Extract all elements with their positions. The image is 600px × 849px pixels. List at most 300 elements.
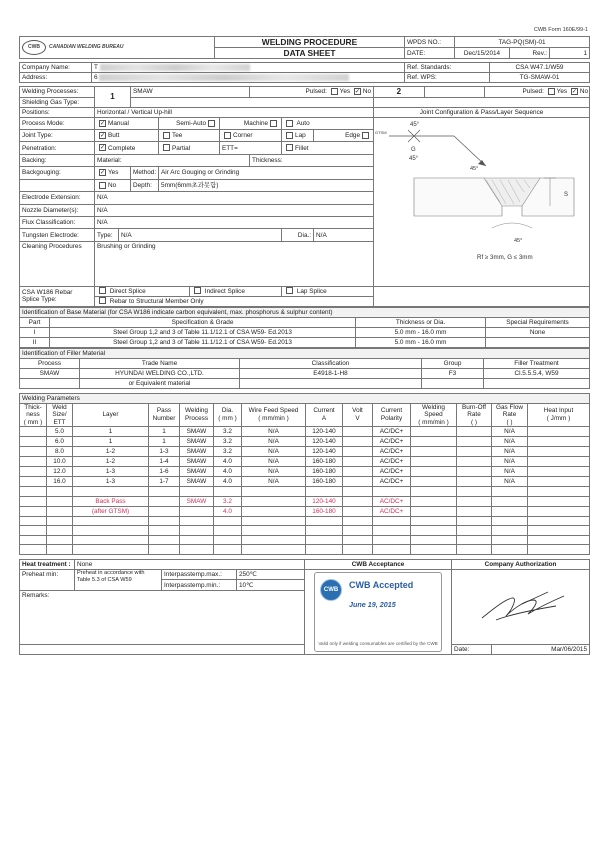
burnoff-cell [457, 516, 492, 526]
gasflow-cell: N/A [492, 427, 528, 437]
current-cell: 120-140 [306, 437, 343, 447]
heat-input-cell [528, 477, 590, 487]
class-cell [240, 378, 422, 388]
hdr-current-2: A [321, 414, 327, 422]
pass-cell [149, 506, 180, 516]
cwb-accepted-stamp [314, 572, 442, 652]
hdr-dia-2: ( mm ) [218, 414, 237, 422]
polarity-cell [373, 516, 411, 526]
gasflow-cell: N/A [492, 467, 528, 477]
mode-semiauto-checkbox[interactable] [208, 120, 215, 127]
mode-machine-checkbox[interactable] [270, 120, 277, 127]
address-value: 6 [94, 74, 98, 81]
layer-cell: 1-3 [73, 477, 149, 487]
hdr-wspeed-2: Speed [424, 411, 443, 419]
process-cell: SMAW [180, 437, 214, 447]
layer-cell: 1-3 [73, 467, 149, 477]
penetration-partial-checkbox[interactable] [163, 144, 170, 151]
flux-classification-value: N/A [95, 216, 374, 228]
welding-processes-label: Welding Processes: [20, 87, 95, 98]
burnoff-cell [457, 457, 492, 467]
process-1-name: SMAW [131, 87, 250, 98]
dia-cell [214, 545, 242, 555]
ref-wps-value: TG-SMAW-01 [490, 73, 590, 83]
base-material-table [19, 307, 590, 348]
backing-material-label: Material: [95, 154, 250, 166]
thickness-cell: 5.0 mm - 16.0 mm [356, 327, 486, 337]
company-name-label: Company Name: [20, 63, 92, 73]
wire-feed-cell [242, 545, 306, 555]
thickness-cell [20, 457, 47, 467]
weld-angle-bottom: 45° [409, 155, 419, 162]
process-mode-label: Process Mode: [20, 117, 95, 129]
joint-lap-checkbox[interactable] [286, 132, 293, 139]
wpds-value: TAG-PQ(SM)-01 [455, 37, 590, 48]
current-cell [306, 487, 343, 497]
volt-cell [343, 506, 373, 516]
thickness-cell [20, 535, 47, 545]
pulsed2-no-label: No [579, 88, 589, 96]
layer-cell [73, 545, 149, 555]
stamp-note: Valid only if welding consumables are certified by the CWB [318, 641, 438, 647]
part-cell: II [20, 337, 50, 347]
pass-cell [149, 535, 180, 545]
penetration-label: Penetration: [20, 142, 95, 154]
process-cell: SMAW [180, 467, 214, 477]
table-row [20, 467, 590, 477]
electrode-extension-value: N/A [95, 192, 374, 204]
current-cell: 120-140 [306, 447, 343, 457]
lap-splice-checkbox[interactable] [286, 287, 293, 294]
weld-size-cell [47, 516, 73, 526]
thickness-cell [20, 477, 47, 487]
process-2-number: 2 [374, 87, 424, 97]
layer-cell: 1-2 [73, 457, 149, 467]
preheat-value: Preheat in accordance with Table 5.3 of CSA W59 [75, 570, 162, 591]
process-cell: SMAW [180, 447, 214, 457]
hdr-heat-1: Heat Input [543, 407, 574, 415]
thickness-cell [20, 447, 47, 457]
process-cell [180, 535, 214, 545]
table-row [20, 457, 590, 467]
col-trade-name: Trade Name [80, 358, 240, 368]
gasflow-cell: N/A [492, 447, 528, 457]
current-cell: 160-180 [306, 477, 343, 487]
interpass-min-label: Interpasstemp.min.: [162, 580, 237, 590]
penetration-complete-checkbox[interactable]: ✓ [100, 145, 106, 152]
joint-config-title: Joint Configuration & Pass/Layer Sequence [374, 107, 590, 117]
joint-diagram [374, 118, 590, 283]
speed-cell [411, 506, 457, 516]
burnoff-cell [457, 467, 492, 477]
ref-standards-value: CSA W47.1/W59 [490, 63, 590, 73]
thickness-cell: 5.0 mm - 16.0 mm [356, 337, 486, 347]
interpass-min-value: 10℃ [237, 580, 305, 590]
heat-input-cell [528, 487, 590, 497]
remarks-label: Remarks: [20, 590, 305, 644]
cwb-logo [22, 40, 123, 55]
table-row [20, 535, 590, 545]
burnoff-cell [457, 535, 492, 545]
cwb-logo-icon: CWB [22, 40, 46, 55]
burnoff-cell [457, 487, 492, 497]
speed-cell [411, 457, 457, 467]
hdr-weld-1: Weld [52, 403, 67, 411]
filler-table [19, 348, 590, 389]
cwb-stamp-logo-icon: CWB [320, 579, 342, 601]
company-table [19, 62, 590, 83]
gasflow-cell: N/A [492, 477, 528, 487]
table-row [20, 378, 590, 388]
dia-cell [214, 516, 242, 526]
mode-machine-label: Machine [243, 119, 269, 127]
wire-feed-cell: N/A [242, 467, 306, 477]
joint-tee-label: Tee [172, 132, 183, 140]
spec-cell: Steel Group 1,2 and 3 of Table 11.1/12.1 of CSA W59- Ed.2013 [50, 337, 356, 347]
weld-size-cell [47, 487, 73, 497]
bevel-angle-label: 45° [470, 165, 479, 172]
volt-cell [343, 477, 373, 487]
burnoff-cell [457, 447, 492, 457]
positions-label: Positions: [20, 107, 95, 117]
pass-cell: 1-3 [149, 447, 180, 457]
table-row [20, 337, 590, 347]
trade-cell: HYUNDAI WELDING CO.,LTD. [80, 368, 240, 378]
wire-feed-cell [242, 516, 306, 526]
current-cell: 160-180 [306, 467, 343, 477]
treatment-cell: Cl.5.5.5.4, W59 [484, 368, 590, 378]
stamp-date: June 19, 2015 [349, 600, 396, 610]
polarity-cell: AC/DC+ [373, 477, 411, 487]
backgouging-no-checkbox[interactable] [99, 182, 106, 189]
process-cell: SMAW [180, 477, 214, 487]
hdr-wfs-2: ( mm/min ) [258, 414, 289, 422]
hdr-pass-2: Number [152, 414, 176, 422]
current-cell [306, 535, 343, 545]
joint-butt-label: Butt [108, 132, 120, 140]
thickness-cell [20, 467, 47, 477]
thickness-cell [20, 506, 47, 516]
current-cell: 120-140 [306, 496, 343, 506]
volt-cell [343, 516, 373, 526]
speed-cell [411, 496, 457, 506]
filler-title: Identification of Filler Material [20, 348, 590, 358]
heat-input-cell [528, 437, 590, 447]
joint-butt-checkbox[interactable]: ✓ [100, 133, 106, 140]
volt-cell [343, 457, 373, 467]
current-cell [306, 545, 343, 555]
base-material-note: (for CSA W186 indicate carbon equivalent, max. phosphorus & sulphur content) [107, 308, 333, 316]
polarity-cell: AC/DC+ [373, 427, 411, 437]
pass-cell [149, 526, 180, 536]
gasflow-cell: N/A [492, 457, 528, 467]
hdr-burnoff-3: ( ) [470, 418, 478, 426]
layer-cell: 1 [73, 427, 149, 437]
heat-input-cell [528, 457, 590, 467]
polarity-cell [373, 545, 411, 555]
layer-cell [73, 535, 149, 545]
speed-cell [411, 427, 457, 437]
weld-size-cell: 6.0 [47, 437, 73, 447]
dia-cell [214, 487, 242, 497]
ett-label: ETT= [222, 144, 238, 152]
hdr-wfs-1: Wire Feed Speed [248, 407, 299, 415]
current-cell [306, 516, 343, 526]
hdr-heat-2: ( J/mm ) [546, 414, 571, 422]
pass-cell: 1 [149, 427, 180, 437]
heat-treatment-value: None [75, 560, 305, 570]
mode-semiauto-label: Semi-Auto [176, 119, 207, 127]
tungsten-dia-value: N/A [314, 229, 374, 241]
special-cell [486, 337, 590, 347]
hdr-wspeed-3: ( mm/min ) [418, 418, 449, 426]
group-cell [422, 378, 484, 388]
dia-cell [214, 526, 242, 536]
current-cell [306, 526, 343, 536]
special-cell: None [486, 327, 590, 337]
weld-size-cell: 10.0 [47, 457, 73, 467]
joint-corner-checkbox[interactable] [224, 132, 231, 139]
pass-cell: 1-4 [149, 457, 180, 467]
rebar-member-checkbox[interactable] [99, 297, 106, 304]
spec-cell: Steel Group 1,2 and 3 of Table 11.1/12.1 of CSA W59- Ed.2013 [50, 327, 356, 337]
pulsed-label-2: Pulsed: [522, 88, 544, 96]
hdr-polarity-1: Current [380, 407, 403, 415]
gtsm-label: GTSM [375, 129, 387, 135]
polarity-cell [373, 487, 411, 497]
table-row [20, 447, 590, 457]
pulsed-no-checkbox[interactable] [331, 88, 338, 95]
joint-tee-checkbox[interactable] [163, 132, 170, 139]
burnoff-cell [457, 427, 492, 437]
process-cell [20, 378, 80, 388]
volt-cell [343, 427, 373, 437]
wire-feed-cell: N/A [242, 457, 306, 467]
polarity-cell: AC/DC+ [373, 467, 411, 477]
direct-splice-checkbox[interactable] [99, 287, 106, 294]
table-row [20, 327, 590, 337]
bureau-name: CANADIAN WELDING BUREAU [49, 44, 124, 50]
heat-input-cell [528, 506, 590, 516]
tungsten-type-label: Type: [95, 229, 119, 241]
speed-cell [411, 467, 457, 477]
pass-cell [149, 516, 180, 526]
hdr-volt-2: V [355, 414, 360, 422]
weld-size-cell [47, 535, 73, 545]
company-name-value: T [94, 64, 98, 71]
address-label: Address: [20, 73, 92, 83]
speed-cell [411, 545, 457, 555]
form-id: CWB Form 160E/99-1 [533, 27, 588, 33]
weld-size-cell [47, 506, 73, 516]
layer-cell: Back Pass [73, 496, 149, 506]
cleaning-label: Cleaning Procedures [20, 241, 95, 286]
cwb-acceptance-label: CWB Acceptance [305, 560, 452, 570]
shielding-gas-label: Shielding Gas Type: [20, 97, 95, 107]
heat-input-cell [528, 447, 590, 457]
col-process: Process [20, 358, 80, 368]
hdr-thick-1: Thick- [24, 403, 42, 411]
electrode-extension-label: Electrode Extension: [20, 192, 95, 204]
ref-standards-label: Ref. Standards: [405, 63, 490, 73]
root-angle-label: 45° [514, 237, 523, 244]
pulsed-label: Pulsed: [305, 88, 327, 96]
speed-cell [411, 535, 457, 545]
col-group: Group [422, 358, 484, 368]
hdr-thick-3: ( mm ) [23, 418, 43, 426]
data-sheet [19, 36, 589, 655]
backing-thickness-label: Thickness: [250, 154, 374, 166]
hdr-wspeed-1: Welding [422, 403, 445, 411]
stamp-title: CWB Accepted [349, 580, 414, 591]
thickness-cell [20, 545, 47, 555]
nozzle-diameter-label: Nozzle Diameter(s): [20, 204, 95, 216]
speed-cell [411, 477, 457, 487]
hdr-layer: Layer [73, 403, 149, 427]
tungsten-dia-label: Dia.: [282, 229, 314, 241]
volt-cell [343, 496, 373, 506]
table-row [20, 526, 590, 536]
rebar-label-2: Splice Type: [22, 296, 57, 304]
table-row [20, 516, 590, 526]
joint-type-label: Joint Type: [20, 130, 95, 142]
process-cell [180, 506, 214, 516]
volt-cell [343, 467, 373, 477]
thickness-cell [20, 496, 47, 506]
burnoff-cell [457, 437, 492, 447]
auth-date-value: Mar/06/2015 [492, 644, 590, 654]
process-cell: SMAW [180, 427, 214, 437]
backgouging-yes-checkbox[interactable]: ✓ [100, 170, 106, 177]
wire-feed-cell [242, 526, 306, 536]
thickness-cell [20, 427, 47, 437]
gasflow-cell [492, 526, 528, 536]
pass-cell: 1-7 [149, 477, 180, 487]
process-cell [180, 487, 214, 497]
pass-cell: 1-6 [149, 467, 180, 477]
volt-cell [343, 526, 373, 536]
cleaning-value: Brushing or Grinding [95, 241, 374, 286]
process-cell: SMAW [20, 368, 80, 378]
mode-manual-checkbox[interactable]: ✓ [100, 120, 106, 127]
col-spec-grade: Specification & Grade [50, 317, 356, 327]
backgouging-no-label: No [108, 181, 117, 189]
joint-edge-label: Edge [345, 132, 361, 140]
pulsed-yes-label: Yes [339, 88, 351, 96]
mode-auto-checkbox[interactable] [286, 120, 293, 127]
volt-cell [343, 487, 373, 497]
redacted-company [100, 64, 250, 71]
gasflow-cell [492, 516, 528, 526]
method-label: Method: [131, 167, 159, 179]
table-row [20, 368, 590, 378]
volt-cell [343, 545, 373, 555]
auth-date-label: Date: [452, 644, 492, 654]
table-row [20, 496, 590, 506]
dia-cell: 3.2 [214, 427, 242, 437]
heat-input-cell [528, 526, 590, 536]
gasflow-cell [492, 535, 528, 545]
hdr-pass-1: Pass [156, 407, 172, 415]
gasflow-cell: N/A [492, 437, 528, 447]
penetration-complete-label: Complete [108, 144, 136, 152]
hdr-burnoff-2: Rate [467, 411, 481, 419]
weld-angle-top: 45° [410, 121, 420, 128]
layer-cell [73, 487, 149, 497]
hdr-gasflow-3: ( ) [506, 418, 513, 426]
joint-edge-checkbox[interactable] [362, 132, 369, 139]
hdr-volt-1: Volt [352, 407, 363, 415]
hdr-gasflow-2: Rate [502, 411, 517, 419]
group-cell: F3 [422, 368, 484, 378]
wire-feed-cell: N/A [242, 447, 306, 457]
dia-cell: 4.0 [214, 477, 242, 487]
col-classification: Classification [240, 358, 422, 368]
wire-feed-cell [242, 487, 306, 497]
direct-splice-label: Direct Splice [109, 287, 146, 295]
speed-cell [411, 526, 457, 536]
col-thickness: Thickness or Dia. [356, 317, 486, 327]
footer-table [19, 559, 590, 655]
joint-lap-label: Lap [295, 132, 306, 140]
mode-manual-label: Manual [108, 119, 129, 127]
burnoff-cell [457, 545, 492, 555]
indirect-splice-checkbox[interactable] [194, 287, 201, 294]
base-material-title: Identification of Base Material [22, 308, 106, 316]
polarity-cell [373, 535, 411, 545]
hdr-thick-2: ness [26, 411, 40, 419]
root-note: Rf ≥ 3mm, G ≤ 3mm [477, 253, 533, 261]
weld-size-cell [47, 496, 73, 506]
dimension-s: S [564, 191, 569, 198]
gasflow-cell [492, 487, 528, 497]
preheat-label: Preheat min: [20, 570, 75, 591]
lap-splice-label: Lap Splice [296, 287, 327, 295]
nozzle-diameter-value: N/A [95, 204, 374, 216]
polarity-cell: AC/DC+ [373, 506, 411, 516]
speed-cell [411, 437, 457, 447]
hdr-wproc-1: Welding [185, 407, 208, 415]
hdr-burnoff-1: Burn-Off [461, 403, 487, 411]
process-cell [180, 516, 214, 526]
backgouging-yes-label: Yes [108, 169, 119, 177]
weld-size-cell [47, 545, 73, 555]
process-table [19, 86, 590, 307]
weld-gap-g: G [411, 146, 416, 153]
wpds-label: WPDS NO.: [405, 37, 455, 48]
heat-input-cell [528, 545, 590, 555]
burnoff-cell [457, 506, 492, 516]
wire-feed-cell [242, 535, 306, 545]
layer-cell [73, 526, 149, 536]
thickness-cell [20, 437, 47, 447]
positions-value: Horizontal / Vertical Up-hill [95, 107, 374, 117]
trade-cell: or Equivalent material [80, 378, 240, 388]
burnoff-cell [457, 526, 492, 536]
layer-cell: (after GTSM) [73, 506, 149, 516]
pulsed2-yes-label: Yes [556, 88, 568, 96]
pulsed2-yes-checkbox[interactable] [548, 88, 555, 95]
interpass-max-value: 250℃ [237, 570, 305, 580]
volt-cell [343, 437, 373, 447]
pulsed2-no-checkbox[interactable]: ✓ [571, 89, 577, 96]
fillet-checkbox[interactable] [286, 144, 293, 151]
pulsed-no-checkbox-checked[interactable]: ✓ [354, 89, 360, 96]
backing-label: Backing: [20, 154, 95, 166]
pass-cell [149, 545, 180, 555]
welding-parameters-table [19, 393, 590, 555]
signature [452, 570, 590, 640]
